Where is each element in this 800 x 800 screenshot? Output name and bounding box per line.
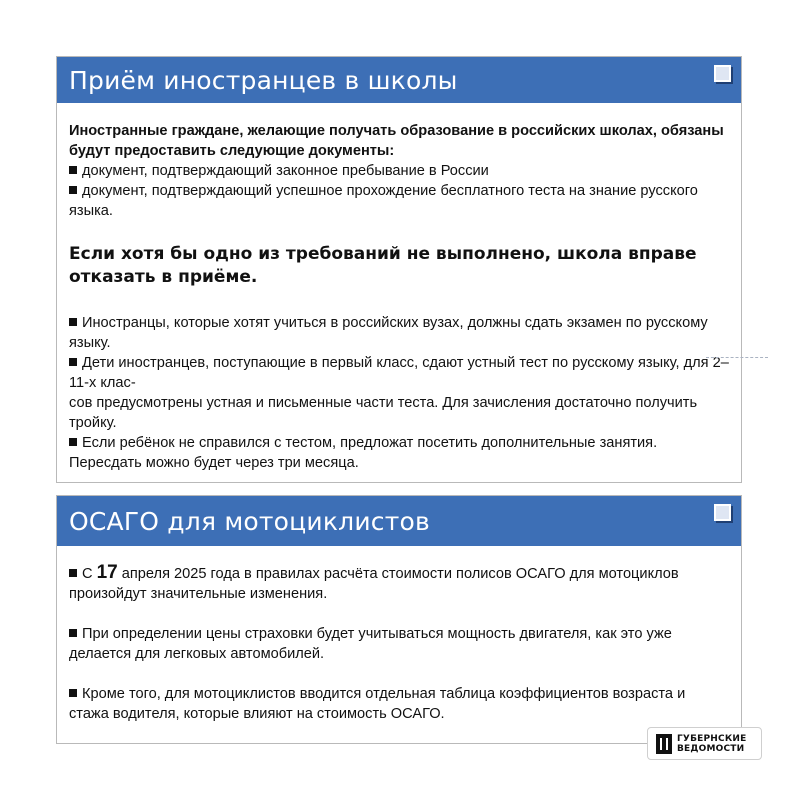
- list-item: [69, 313, 729, 353]
- highlight-date: 17: [96, 562, 118, 583]
- logo-line-2: ВЕДОМОСТИ: [677, 743, 745, 754]
- list-item-text: Если ребёнок не справился с тестом, предложат посетить дополнительные занятия. Пересдать можно будет через три месяца.: [69, 435, 658, 471]
- list-item-text: документ, подтверждающий успешное прохождение бесплатного теста на знание русского языка.: [69, 183, 698, 219]
- logo-line-1: ГУБЕРНСКИЕ: [677, 733, 747, 744]
- bullet-icon: [69, 689, 77, 697]
- card-body: [57, 546, 741, 736]
- card-header: [57, 496, 741, 546]
- text-prefix: С: [82, 566, 97, 582]
- bullet-icon: [69, 186, 77, 194]
- dashed-divider: [706, 357, 768, 358]
- bullet-icon: [69, 318, 77, 326]
- list-item-text: Кроме того, для мотоциклистов вводится отдельная таблица коэффициентов возраста и стажа водителя, которые влияют на стоимость ОСАГО.: [69, 686, 686, 722]
- list-item-text: При определении цены страховки будет учитываться мощность двигателя, как это уже делается для легковых автомобилей.: [69, 626, 672, 662]
- intro-text: Иностранные граждане, желающие получать образование в российских школах, обязаны будут предоставить следующие документы:: [69, 123, 724, 159]
- card-body: [57, 103, 741, 485]
- list-item-text: документ, подтверждающий законное пребывание в России: [82, 163, 489, 179]
- card-osago-motorcyclists: [56, 495, 742, 744]
- list-item-text: Иностранцы, которые хотят учиться в российских вузах, должны сдать экзамен по русскому языку.: [69, 315, 708, 351]
- list-item: [69, 161, 729, 181]
- logo-text: [677, 734, 746, 754]
- card-title: Приём иностранцев в школы: [69, 65, 458, 95]
- publisher-logo: [647, 727, 762, 760]
- bullet-icon: [69, 569, 77, 577]
- list-item: [69, 563, 729, 604]
- card-title: ОСАГО для мотоциклистов: [69, 506, 430, 536]
- list-item: [69, 181, 729, 221]
- bullet-icon: [69, 438, 77, 446]
- list-item-text: апреля 2025 года в правилах расчёта стоимости полисов ОСАГО для мотоциклов произойдут значительные изменения.: [69, 566, 679, 602]
- list-item-text: Дети иностранцев, поступающие в первый класс, сдают устный тест по русскому языку, для 2–11-х клас-: [69, 355, 729, 391]
- bullet-icon: [69, 166, 77, 174]
- checkbox-icon: [714, 504, 731, 521]
- list-item: [69, 353, 729, 393]
- list-item: [69, 433, 729, 473]
- list-item: [69, 624, 729, 664]
- card-foreigners-schools: [56, 56, 742, 483]
- logo-icon: [656, 734, 672, 754]
- warning-text: Если хотя бы одно из требований не выполнено, школа вправе отказать в приёме.: [69, 244, 697, 287]
- bullet-icon: [69, 358, 77, 366]
- list-item: [69, 684, 729, 724]
- card-header: [57, 57, 741, 103]
- list-item-continuation: сов предусмотрены устная и письменные части теста. Для зачисления достаточно получить тройку.: [69, 395, 698, 431]
- bullet-icon: [69, 629, 77, 637]
- checkbox-icon: [714, 65, 731, 82]
